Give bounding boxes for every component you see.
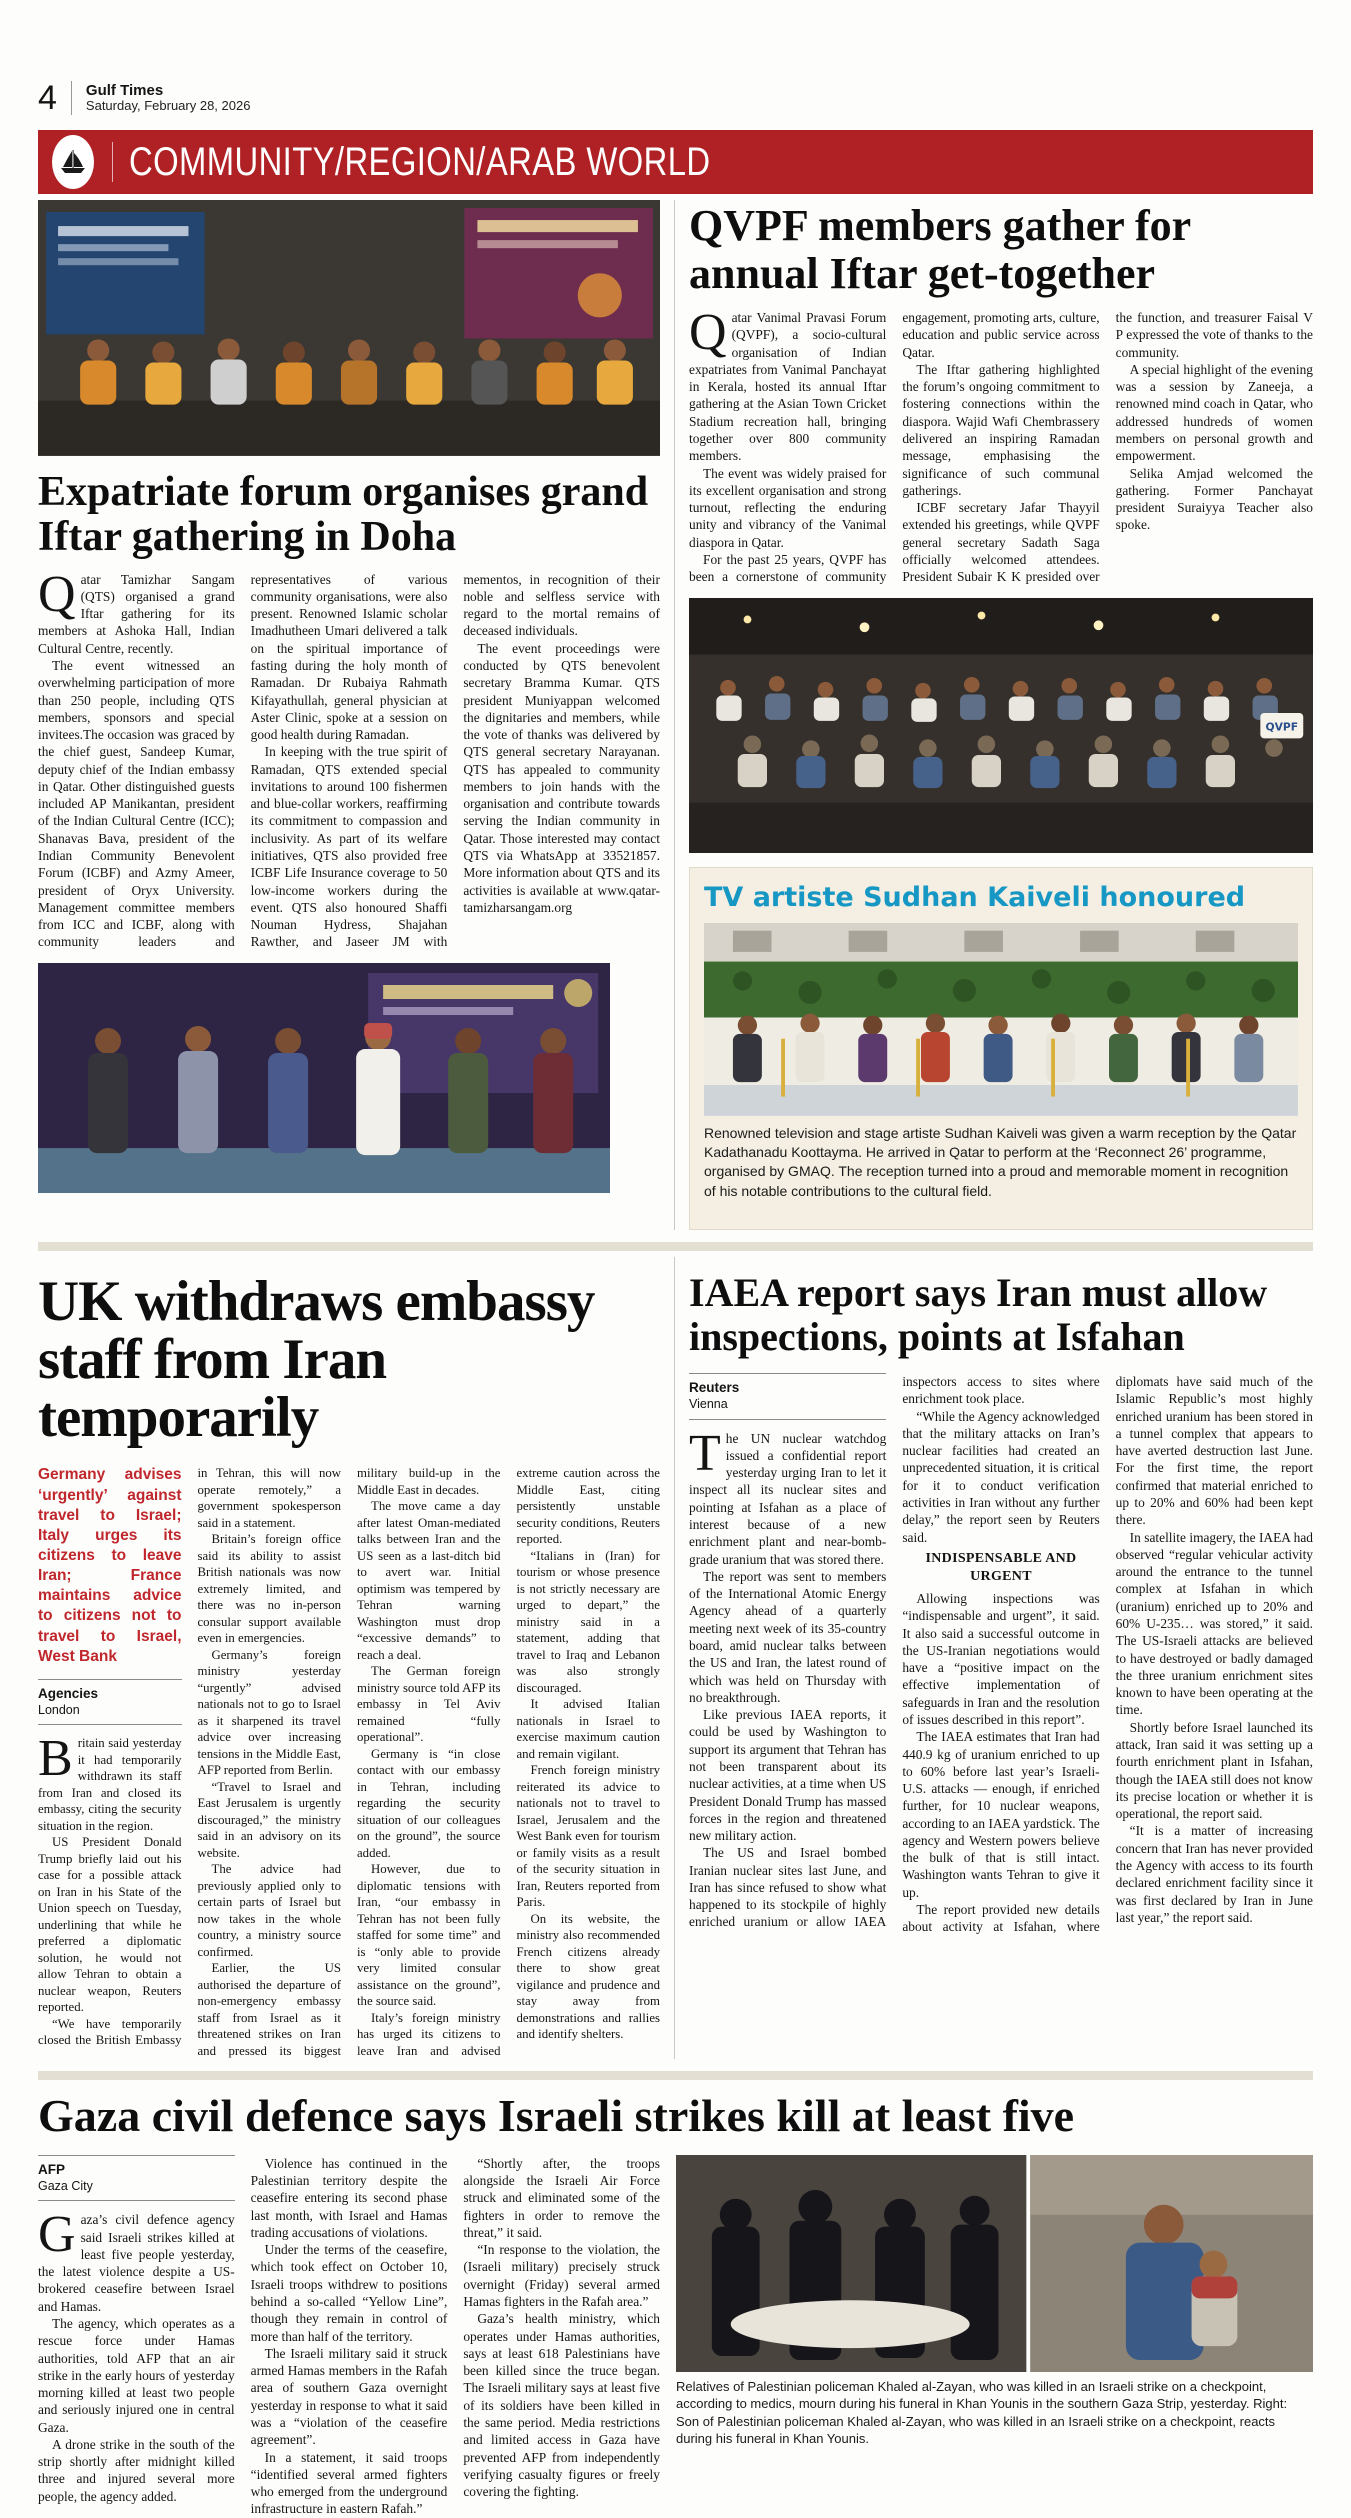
publication-name: Gulf Times — [85, 81, 164, 99]
section-divider-2 — [38, 2071, 1313, 2080]
iaea-headline: IAEA report says Iran must allow inspections, points at Isfahan — [689, 1270, 1268, 1360]
paragraph: The advice had previously applied only to certain parts of Israel but now takes in the whole country, a ministry source confirmed. — [197, 1862, 341, 1959]
section-divider — [38, 1242, 1313, 1251]
tv-artiste-box — [689, 867, 1313, 1230]
paragraph: “Shortly after, the troops alongside the Israeli Air Force struck and eliminated some of the fighters in order to remove the threat,” it said. — [463, 2155, 660, 2240]
doha-iftar-photo — [38, 200, 660, 456]
paragraph: The Iftar gathering highlighted the forum’s ongoing commitment to fostering connections within the diaspora. Wajid Wafi Chembrassery delivered an inspiring Ramadan message, emphasising the significance of such communal gatherings. — [902, 361, 1100, 498]
qvpf-headline: QVPF members gather for annual Iftar get-together — [689, 201, 1191, 298]
masthead — [38, 0, 1313, 120]
gaza-byline-location: Gaza City — [38, 2179, 93, 2194]
paragraph: Britain said yesterday it had temporarily withdrawn its staff from Iran and closed its embassy, citing the security situation in the region. — [38, 1730, 182, 1833]
section-title: COMMUNITY/REGION/ARAB WORLD — [129, 139, 711, 184]
tv-headline: TV artiste Sudhan Kaiveli honoured — [704, 881, 1246, 913]
tv-caption: Renowned television and stage artiste Sudhan Kaiveli was given a warm reception by the Qatar Kadathanadu Koottayma. He arrived in Qatar to perform at the ‘Reconnect 26’ programme, organised by GMAQ. The reception turned into a proud and memorable moment in recognition of his notable contributions to the cultural field. — [704, 1124, 1297, 1199]
paragraph: The US and Israel bombed Iranian nuclear sites last June, and Iran has since refused to show what happened to its stockpile of highly enriched uranium or allow IAEA inspectors access to sites where enrichment took place. — [689, 1374, 1100, 1930]
paragraph: The IAEA estimates that Iran had 440.9 kg of uranium enriched to up to 60% before last year’s Israeli-U.S. attacks — enough, if enriched further, for 10 nuclear weapons, according to an IAEA yardstick. The agency and Western powers believe the bulk of that is still intact. Washington wants Tehran to give it up. — [902, 1729, 1100, 1900]
paragraph: The report was sent to members of the International Atomic Energy Agency ahead of a quarterly meeting next week of its 35-country board, amid nuclear talks between the US and Iran, the latest round of which was held on Thursday with no breakthrough. — [689, 1568, 887, 1705]
paragraph: In satellite imagery, the IAEA had observed “regular vehicular activity around the entrance to the tunnel complex at Isfahan in which (uranium) enriched up to 20% and 60% U-235… was stored,” it said. The US-Israeli attacks are believed to have destroyed or badly damaged the three uranium enrichment sites known to have been operating at the time. — [1115, 1529, 1313, 1718]
paragraph: “Italians in (Iran) for tourism or whose presence is not strictly necessary are urged to depart,” the ministry said in a statement, adding that travel to Iraq and Lebanon was also strongly discouraged. — [516, 1548, 660, 1695]
uk-byline — [38, 1679, 182, 1726]
doha-paragraphs — [38, 565, 660, 951]
publication-block — [86, 82, 251, 114]
paragraph: Gaza’s health ministry, which operates under Hamas authorities, says at least 618 Palestinians have been killed since the truce began. The Israeli military says at least five of its soldiers have been killed in the same period. Media restrictions and limited access in Gaza have prevented AFP from independently verifying casualty figures or freely covering the fighting. — [463, 2311, 660, 2500]
uk-byline-location: London — [38, 1703, 80, 1718]
paragraph: In a statement, it said troops “identified several armed fighters who emerged from the underground infrastructure in eastern Rafah.” — [250, 2449, 448, 2517]
qvpf-paragraphs — [689, 304, 1313, 586]
paragraph: Qatar Vanimal Pravasi Forum (QVPF), a socio-cultural organisation of Indian expatriates from Vanimal Panchayat in Kerala, hosted its annual Iftar gathering at the Asian Town Cricket Stadium recreation hall, bringing together over 800 community members. — [689, 304, 887, 464]
qvpf-article-body — [689, 304, 1313, 586]
paragraph: “While the Agency acknowledged that the military attacks on Iran’s nuclear facilities had created an unprecedented situation, it is critical for it to conduct verification activities in Iran without any further delay,” the report seen by Reuters said. — [902, 1408, 1100, 1545]
uk-headline: UK withdraws embassy staff from Iran temporarily — [38, 1270, 595, 1450]
section-banner — [38, 130, 1313, 194]
uk-standfirst: Germany advises ‘urgently’ against travel to Israel; Italy urges its citizens to leave Iran; France maintains advice to citizens not to travel to Israel, West Bank — [38, 1466, 182, 1665]
paragraph: Allowing inspections was “indispensable and urgent”, it said. It also said a successful outcome in the US-Iranian negotiations would have a “positive impact on the effective implementation of safeguards in Iran and the resolution of issues described in this report”. — [902, 1590, 1100, 1727]
paragraph: The German foreign ministry source told AFP its embassy in Tel Aviv remained “fully operational”. — [357, 1664, 501, 1745]
right-top-region — [674, 200, 1313, 1230]
qvpf-gathering-photo — [689, 598, 1313, 853]
paragraph: Britain’s foreign office said its ability to assist British nationals was now extremely limited, and there was no in-person consular support available even in emergencies. — [197, 1532, 341, 1646]
page-number: 4 — [38, 79, 57, 117]
paragraph: Gaza’s civil defence agency said Israeli strikes killed at least five people yesterday, the latest violence despite a US-brokered ceasefire between Israel and Hamas. — [38, 2206, 235, 2314]
paragraph: “Travel to Israel and East Jerusalem is urgently discouraged,” the ministry said in an advisory on its website. — [197, 1779, 341, 1860]
uk-article-body — [38, 1465, 660, 2059]
paragraph: Shortly before Israel launched its attack, Iran said it was setting up a fourth enrichment plant in Isfahan, though the IAEA still does not know its precise location or whether it is operational, the report said. — [1115, 1719, 1313, 1822]
article-qvpf — [689, 202, 1313, 853]
gaza-article-body — [38, 2155, 660, 2518]
paragraph: The report provided new details about activity at Isfahan, where diplomats have said much of the Islamic Republic’s most highly enriched uranium has been stored in a tunnel complex that appears to have averted destruction last June. For the first time, the report confirmed that material enriched to up to 20% and 60% had been kept there. — [902, 1374, 1313, 1935]
gaza-photo-caption: Relatives of Palestinian policeman Khaled al-Zayan, who was killed in an Israeli strike on a checkpoint, according to medics, mourn during his funeral in Khan Younis in the southern Gaza Strip, yesterday. Right: Son of Palestinian policeman Khaled al-Zayan, who was killed in an Israeli strike on a checkpoint, reacts during his funeral in Khan Younis. — [676, 2378, 1288, 2447]
uk-byline-source: Agencies — [38, 1685, 99, 1701]
paragraph: The UN nuclear watchdog issued a confidential report yesterday urging Iran to let it inspect all its nuclear sites and pointing at Isfahan as a place of interest because of a new enrichment plant and near-bomb-grade uranium that was stored there. — [689, 1424, 887, 1567]
masthead-divider — [71, 81, 72, 115]
gaza-paragraphs — [38, 2155, 660, 2518]
paragraph: The event witnessed an overwhelming participation of more than 250 people, including QTS members, sponsors and special invitees.The occasion was graced by the chief guest, Sandeep Kumar, deputy chief of the Indian embassy in Qatar. Other distinguished guests included AP Manikantan, president of the Indian Cultural Centre (ICC); Shanavas Bava, president of the Indian Community Benevolent Forum (ICBF) and Azmy Ameer, president of Oryx University. Management committee members from ICC and ICBF, along with community leaders and representatives of various community organisations, were also present. Renowned Islamic scholar Imadhutheen Umari delivered a talk on the spiritual importance of fasting during the holy month of Ramadan. Dr Rubaiya Rahmath Kifayathullah, general physician at Aster Clinic, spoke at a session on good health during Ramadan. — [38, 571, 448, 950]
article-doha — [38, 200, 674, 1230]
paragraph: “We have temporarily closed the British Embassy in Tehran, this will now operate remotely,” a government spokesperson said in a statement. — [38, 1466, 341, 2048]
paragraph: A drone strike in the south of the strip shortly after midnight killed three and injured several more people, the agency added. — [38, 2436, 235, 2504]
qts-group-photo — [38, 963, 610, 1193]
paragraph: Germany is “in close contact with our embassy in Tehran, including regarding the security situation of our colleagues on the ground”, the source added. — [357, 1746, 501, 1860]
paragraph: The agency, which operates as a rescue force under Hamas authorities, told AFP that an air strike in the early hours of yesterday morning killed at least two people and seriously injured one in central Gaza. — [38, 2315, 235, 2435]
paragraph: In keeping with the true spirit of Ramadan, QTS extended special invitations to around 100 fishermen and blue-collar workers, reaffirming its commitment to compassion and inclusivity. As part of its welfare initiatives, QTS also provided free ICBF Life Insurance coverage to 50 low-income workers during the event. QTS also honoured Shaffi Nouman Hydress, Shajahan Rawther, and Jaseer JM with mementos, in recognition of their noble and selfless service with regard to the mortal remains of deceased individuals. — [250, 571, 660, 950]
paragraph: Germany’s foreign ministry yesterday “urgently” advised nationals not to go to Israel as it sharpened its travel advice over increasing tensions in the Middle East, AFP reported from Berlin. — [197, 1647, 341, 1778]
gaza-byline — [38, 2155, 235, 2202]
gaza-funeral-photo — [676, 2155, 1313, 2372]
paragraph: On its website, the ministry also recommended French citizens already there to show great vigilance and prudence and stay away from demonstrations and rallies and identify shelters. — [516, 1911, 660, 2042]
publication-date: Saturday, February 28, 2026 — [85, 98, 251, 114]
paragraph: US President Donald Trump briefly laid out his case for a possible attack on Iran in his State of the Union speech on Tuesday, underlining that while he preferred a diplomatic solution, he would not allow Tehran to obtain a nuclear weapon, Reuters reported. — [38, 1835, 182, 2015]
iaea-byline — [689, 1373, 886, 1420]
paragraph: “In response to the violation, the (Israeli military) precisely struck overnight (Friday) several armed Hamas fighters in the Rafah area.” — [463, 2242, 660, 2309]
paragraph: The Israeli military said it struck armed Hamas members in the Rafah area of southern Gaza overnight yesterday in response to what it said was a “violation of the ceasefire agreement”. — [250, 2345, 448, 2448]
paragraph: A special highlight of the evening was a session by Zaneeja, a renowned mind coach in Qatar, who addressed hundreds of women members on personal growth and empowerment. — [1115, 361, 1313, 464]
paragraph: Italy’s foreign ministry has urged its citizens to leave Iran and advised extreme caution across the Middle East, citing persistently unstable security conditions, Reuters reported. — [357, 1466, 660, 2058]
banner-separator — [112, 142, 113, 182]
paragraph: The move came a day after latest Oman-mediated talks between Iran and the US seen as a last-ditch bid to avert war. Initial optimism was tempered by Tehran warning Washington must drop “excessive demands” to reach a deal. — [357, 1499, 501, 1662]
article-iaea — [674, 1257, 1313, 2059]
paragraph: It advised Italian nationals in Israel to exercise maximum caution and remain vigilant. — [516, 1697, 660, 1761]
paragraph: Qatar Tamizhar Sangam (QTS) organised a grand Iftar gathering for its members at Ashoka Hall, Indian Cultural Centre, recently. — [38, 565, 235, 656]
paragraph: The event proceedings were conducted by QTS benevolent secretary Bramma Kumar. QTS president Muniyappan welcomed the dignitaries and members, while the vote of thanks was delivered by QTS general secretary Narayanan. QTS has appealed to community members to join hands with the organisation and contribute towards serving the Indian community in Qatar. Those interested may contact QTS via WhatsApp at 33521857. More information about QTS and its activities is available at www.qatar-tamizharsangam.org — [463, 640, 660, 915]
paragraph: Violence has continued in the Palestinian territory despite the ceasefire entering its second phase last month, with Israel and Hamas trading accusations of violations. — [250, 2155, 448, 2240]
iaea-byline-source: Reuters — [689, 1380, 740, 1396]
iaea-byline-location: Vienna — [689, 1397, 728, 1412]
article-uk — [38, 1257, 674, 2059]
article-gaza — [38, 2092, 1313, 2517]
paragraph: Selika Amjad welcomed the gathering. Former Panchayat president Suraiyya Teacher also spoke. — [1115, 465, 1313, 533]
iaea-article-body — [689, 1373, 1313, 1936]
paragraph: French foreign ministry reiterated its advice to nationals not to travel to Israel, Jerusalem and the West Bank even for tourism or family visits as a result of the security situation in Iran, Reuters reported from Paris. — [516, 1763, 660, 1910]
paragraph: However, due to diplomatic tensions with Iran, “our embassy in Tehran has not been fully staffed for some time” and is “only able to provide very limited consular assistance on the ground”, the source said. — [357, 1862, 501, 2009]
doha-article-body — [38, 565, 660, 951]
paragraph: The event was widely praised for its excellent organisation and strong turnout, reflecting the enduring unity and vibrancy of the Vanimal diaspora in Qatar. — [689, 465, 887, 550]
paragraph: Earlier, the US authorised the departure of non-emergency embassy staff from Israel as it threatened strikes on Iran and pressed its biggest military build-up in the Middle East in decades. — [197, 1466, 501, 2058]
iaea-crosshead: INDISPENSABLE AND URGENT — [925, 1550, 1077, 1584]
tv-artiste-photo — [704, 923, 1298, 1116]
doha-headline: Expatriate forum organises grand Iftar gathering in Doha — [38, 468, 649, 561]
gaza-byline-source: AFP — [38, 2161, 65, 2177]
paragraph: For the past 25 years, QVPF has been a cornerstone of community engagement, promoting arts, culture, education and public service across Qatar. — [689, 310, 1100, 585]
paragraph: “It is a matter of increasing concern that Iran has never provided the Agency with access to its fourth declared enrichment facility since it was first declared by Iran in June last year,” the report said. — [1115, 1823, 1313, 1925]
paragraph: Like previous IAEA reports, it could be used by Washington to support its argument that Tehran has not been transparent about its nuclear activities, at a time when US President Donald Trump has massed forces in the region and threatened new military action. — [689, 1707, 887, 1844]
gaza-headline: Gaza civil defence says Israeli strikes kill at least five — [38, 2090, 1075, 2142]
paragraph: ICBF secretary Jafar Thayyil extended his greetings, while QVPF general secretary Sadath Saga officially welcomed attendees. President Subair K K presided over the function, and treasurer Faisal V P expressed the vote of thanks to the community. — [902, 310, 1313, 585]
dhow-icon — [52, 135, 94, 189]
svg-text:QVPF: QVPF — [1265, 720, 1299, 734]
paragraph: Under the terms of the ceasefire, which took effect on October 10, Israeli troops withdrew to positions behind a so-called “Yellow Line”, though they remain in control of more than half of the territory. — [250, 2242, 448, 2344]
